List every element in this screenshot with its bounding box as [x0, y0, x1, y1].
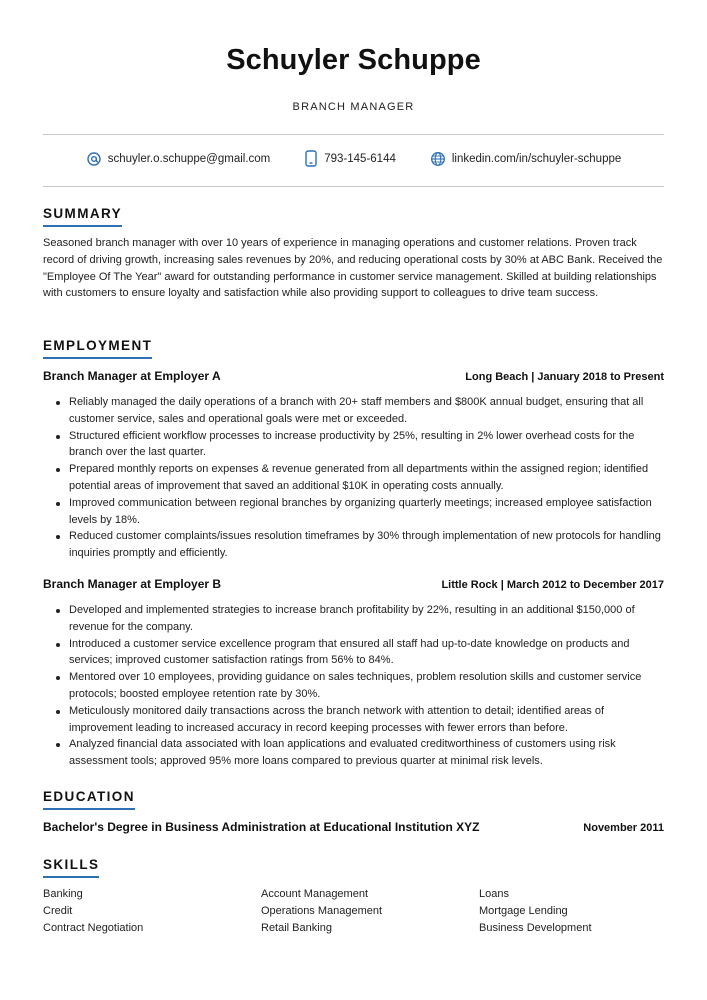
skill-item: Contract Negotiation: [43, 921, 144, 934]
job-bullets-b: [43, 602, 664, 770]
job-header-b: [43, 577, 664, 591]
summary-heading: SUMMARY: [43, 206, 122, 227]
skill-item: Operations Management: [261, 904, 383, 917]
candidate-role: BRANCH MANAGER: [292, 101, 415, 113]
job-title: Branch Manager at Employer A: [43, 369, 221, 383]
phone-icon: [304, 150, 318, 167]
bullet-item: Structured efficient workflow processes to increase productivity by 25%, resulting in 2% lower overhead costs for the branch over the last quarter.: [43, 428, 664, 462]
degree-title: Bachelor's Degree in Business Administration at Educational Institution XYZ: [43, 820, 480, 834]
globe-icon: [430, 151, 446, 167]
summary-text: Seasoned branch manager with over 10 years of experience in managing operations and customer relations. Proven track record of driving growth, increasing sales revenues by 20%, and reducing operational costs by 30% at ABC Bank. Received the "Employee Of The Year" award for outstanding performance in customer service management. Skilled at building relationships with customers to ensure loyalty and satisfaction while also providing support to colleagues to drive team success.: [43, 237, 663, 300]
skill-item: Retail Banking: [261, 921, 332, 934]
bullet-item: Analyzed financial data associated with loan applications and evaluated creditworthiness of customers using risk assessment tools; approved 95% more loans compared to previous quarter at minimal risk levels.: [43, 736, 664, 770]
candidate-name: Schuyler Schuppe: [226, 44, 481, 76]
top-divider: [43, 134, 664, 135]
at-icon: [86, 151, 102, 167]
job-header-a: [43, 369, 664, 383]
bullet-item: Improved communication between regional branches by organizing quarterly meetings; increased employee satisfaction levels by 18%.: [43, 495, 664, 529]
contact-bar: [0, 150, 707, 167]
bullet-item: Reduced customer complaints/issues resolution timeframes by 30% through implementation of new protocols for handling inquiries promptly and efficiently.: [43, 528, 664, 562]
job-location-date: Long Beach | January 2018 to Present: [465, 371, 664, 383]
bullet-item: Meticulously monitored daily transactions across the branch network with attention to detail; identified areas of improvement leading to increased accuracy in record keeping processes with fewer errors than before.: [43, 703, 664, 737]
skills-heading: SKILLS: [43, 857, 99, 878]
email-text: schuyler.o.schuppe@gmail.com: [107, 152, 271, 165]
bullet-item: Mentored over 10 employees, providing guidance on sales techniques, problem resolution skills and customer service protocols; boosted employee retention rate by 30%.: [43, 669, 664, 703]
job-title: Branch Manager at Employer B: [43, 577, 222, 591]
job-location-date: Little Rock | March 2012 to December 2017: [441, 579, 664, 591]
education-entry: [43, 820, 664, 834]
job-bullets-a: [43, 394, 664, 562]
employment-heading: EMPLOYMENT: [43, 338, 152, 359]
skill-item: Credit: [43, 904, 73, 917]
contact-linkedin[interactable]: [430, 150, 621, 167]
degree-date: November 2011: [583, 822, 664, 834]
contact-phone[interactable]: [304, 150, 396, 167]
bullet-item: Reliably managed the daily operations of a branch with 20+ staff members and $800K annual budget, ensuring that all customer service, sales and operational goals were met or exceeded.: [43, 394, 664, 428]
contact-divider: [43, 186, 664, 187]
skill-item: Account Management: [261, 888, 369, 900]
bullet-item: Prepared monthly reports on expenses & revenue generated from all departments within the assigned region; identified potential areas of improvement that saved an additional $10K in operating costs annually.: [43, 461, 664, 495]
skill-item: Loans: [479, 888, 509, 900]
contact-email[interactable]: [86, 150, 271, 167]
phone-text: 793-145-6144: [324, 152, 396, 165]
skill-item: Mortgage Lending: [479, 904, 568, 917]
skill-item: Business Development: [479, 921, 592, 934]
bullet-item: Introduced a customer service excellence program that ensured all staff had up-to-date knowledge on products and services; improved customer satisfaction ratings from 56% to 84%.: [43, 636, 664, 670]
education-heading: EDUCATION: [43, 789, 135, 810]
linkedin-text: linkedin.com/in/schuyler-schuppe: [451, 152, 622, 165]
skill-item: Banking: [43, 888, 83, 900]
bullet-item: Developed and implemented strategies to increase branch profitability by 22%, resulting in an additional $150,000 of revenue for the company.: [43, 602, 664, 636]
skills-grid: [43, 886, 664, 936]
